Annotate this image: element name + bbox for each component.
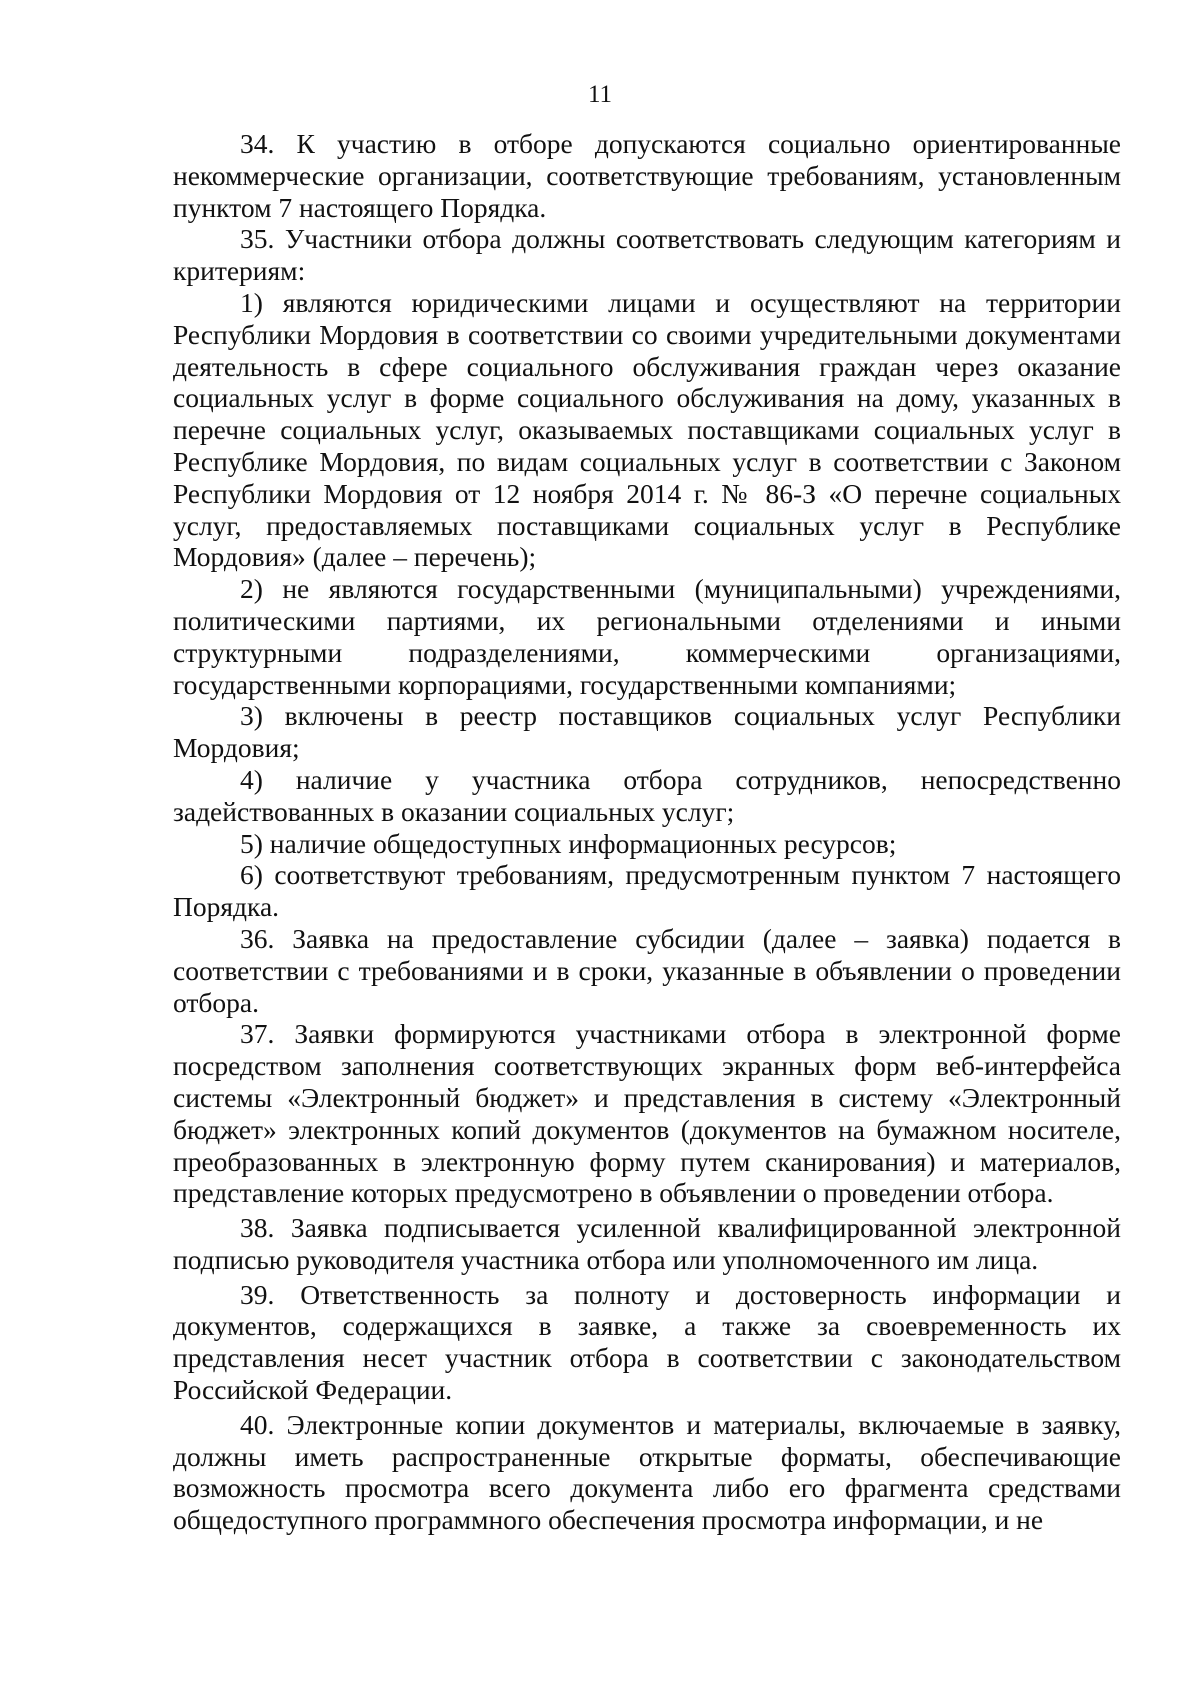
paragraph-35: 35. Участники отбора должны соответствовать следующим категориям и критериям: — [173, 223, 1121, 287]
paragraph-34: 34. К участию в отборе допускаются социально ориентированные некоммерческие организации, соответствующие требованиям, установленным пунктом 7 настоящего Порядка. — [173, 128, 1121, 223]
paragraph-35-item-6: 6) соответствуют требованиям, предусмотренным пунктом 7 настоящего Порядка. — [173, 859, 1121, 923]
paragraph-37: 37. Заявки формируются участниками отбора в электронной форме посредством заполнения соответствующих экранных форм веб-интерфейса системы «Электронный бюджет» и представления в систему «Электронный бюджет» электронных копий документов (документов на бумажном носителе, преобразованных в электронную форму путем сканирования) и материалов, представление которых предусмотрено в объявлении о проведении отбора. — [173, 1018, 1121, 1209]
paragraph-35-item-4: 4) наличие у участника отбора сотрудников, непосредственно задействованных в оказании социальных услуг; — [173, 763, 1121, 827]
paragraph-35-item-2: 2) не являются государственными (муниципальными) учреждениями, политическими партиями, их региональными отделениями и иными структурными подразделениями, коммерческими организациями, государственными корпорациями, государственными компаниями; — [173, 573, 1121, 700]
paragraph-36: 36. Заявка на предоставление субсидии (далее – заявка) подается в соответствии с требованиями и в сроки, указанные в объявлении о проведении отбора. — [173, 922, 1121, 1018]
paragraph-35-item-3: 3) включены в реестр поставщиков социальных услуг Республики Мордовия; — [173, 700, 1121, 764]
paragraph-35-item-5: 5) наличие общедоступных информационных ресурсов; — [240, 827, 897, 859]
paragraph-40: 40. Электронные копии документов и материалы, включаемые в заявку, должны иметь распространенные открытые форматы, обеспечивающие возможность просмотра всего документа либо его фрагмента средствами общедоступного программного обеспечения просмотра информации, и не — [173, 1408, 1121, 1536]
page-number: 11 — [587, 81, 613, 108]
document-body — [173, 128, 1121, 1536]
paragraph-35-item-1: 1) являются юридическими лицами и осуществляют на территории Республики Мордовия в соответствии со своими учредительными документами деятельность в сфере социального обслуживания граждан через оказание социальных услуг в форме социального обслуживания на дому, указанных в перечне социальных услуг, оказываемых поставщиками социальных услуг в Республике Мордовия, по видам социальных услуг в соответствии с Законом Республики Мордовия от 12 ноября 2014 г. № 86-З «О перечне социальных услуг, предоставляемых поставщиками социальных услуг в Республике Мордовия» (далее – перечень); — [173, 286, 1121, 573]
paragraph-38: 38. Заявка подписывается усиленной квалифицированной электронной подписью руководителя участника отбора или уполномоченного им лица. — [173, 1212, 1121, 1275]
paragraph-39: 39. Ответственность за полноту и достоверность информации и документов, содержащихся в заявке, а также за своевременность их представления несет участник отбора в соответствии с законодательством Российской Федерации. — [173, 1278, 1121, 1406]
